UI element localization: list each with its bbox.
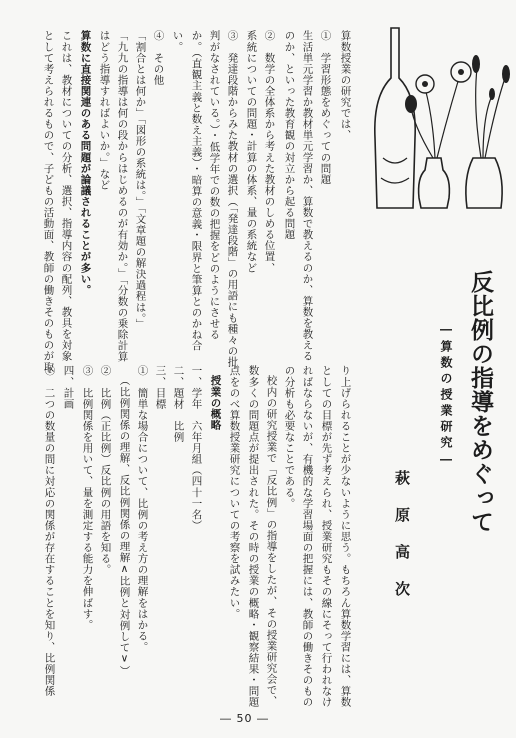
text-column: としての目標が先ず考えられ、授業研究もその線にそって行われなけ bbox=[320, 365, 333, 708]
text-column: ② 数学の全体系から考えた教材のしめる位置、 bbox=[263, 30, 276, 274]
text-column: ④ その他 bbox=[152, 30, 165, 86]
text-column: ③ 比例関係を用いて、量を測定する能力を伸ばす。 bbox=[81, 365, 94, 631]
text-column: 四、計画 bbox=[62, 365, 75, 410]
text-column: 算数に直接関連のある問題が論議されることが多い。 bbox=[79, 30, 92, 296]
text-column: 二、題材 比例 bbox=[172, 365, 185, 443]
text-column: 算数授業の研究では、 bbox=[339, 30, 352, 141]
text-column: ればならないが、有機的な学習場面の把握には、教師の働きそのもの bbox=[301, 365, 314, 708]
text-column: い。 bbox=[171, 30, 184, 53]
text-column: の分析も必要なことである。 bbox=[283, 365, 296, 509]
text-column: はどう指導すればよいか。」など bbox=[98, 30, 111, 191]
article-title: 反比例の指導をめぐって bbox=[467, 270, 494, 534]
section-heading: 授業の概略 bbox=[209, 375, 222, 431]
text-column: これは、教材についての分析、選択、指導内容の配列、教具を対象 bbox=[60, 30, 73, 362]
text-column: 判がなされている。）・低学年での数の把握をどのようにさせる bbox=[208, 30, 221, 340]
text-column: 数多くの問題点が提出された。その時の授業の概略・観察結果・問題 bbox=[247, 365, 260, 708]
text-column: ① 学習形態をめぐっての問題 bbox=[319, 30, 332, 185]
text-column: か。（直観主義と数え主義）・暗算の意義・限界と筆算とのかね合 bbox=[190, 30, 203, 351]
author-name: 萩原高次 bbox=[393, 470, 411, 618]
text-column: り上げられることが少ないように思う。もちろん算数学習には、算数 bbox=[339, 365, 352, 708]
text-column: として考えられるもので、子どもの活動面、教師の働きそのものが取 bbox=[42, 30, 55, 373]
text-column: 生活単元学習か教材単元学習か、算数で教えるのか、算数を教える bbox=[301, 30, 314, 362]
text-column: のか、といった教育観の対立から起る問題 bbox=[283, 30, 296, 240]
flower-vase-illustration bbox=[355, 8, 515, 218]
text-column: ② 比例（正比例）反比例の用語を知る。 bbox=[99, 365, 112, 575]
page-number: ― 50 ― bbox=[220, 712, 269, 725]
text-column: ① 二つの数量の間に対応の関係が存在することを知り、比例関係 bbox=[43, 365, 56, 697]
text-column: 「九九の指導は何の段からはじめるのが有効か。」「分数の乗除計算 bbox=[116, 30, 129, 363]
text-column: 系統についての問題・計算の体系、量の系統など bbox=[245, 30, 258, 274]
text-column: 「割合とは何か」「図形の系統は。」「文章題の解決過程は。」 bbox=[134, 30, 147, 330]
text-column: 点をのべ算数授業研究についての考察を試みたい。 bbox=[228, 365, 241, 620]
text-column: （比例関係の理解、反比例関係の理解∧比例と対例して∨） bbox=[118, 375, 131, 677]
text-column: 三、目標 bbox=[154, 365, 167, 410]
text-column: 校内の研究授業で「反比例」の指導をしたが、その授業研究会で、 bbox=[265, 375, 278, 707]
text-column: ③ 発達段階からみた教材の選択（「発達段階」の用語にも種々の批 bbox=[226, 30, 239, 368]
article-subtitle: ―算数の授業研究― bbox=[439, 322, 453, 470]
text-column: ① 簡単な場合について、比例の考え方の理解をはかる。 bbox=[136, 365, 149, 653]
text-column: 一、学年 六年月組（四十一名） bbox=[190, 365, 203, 531]
